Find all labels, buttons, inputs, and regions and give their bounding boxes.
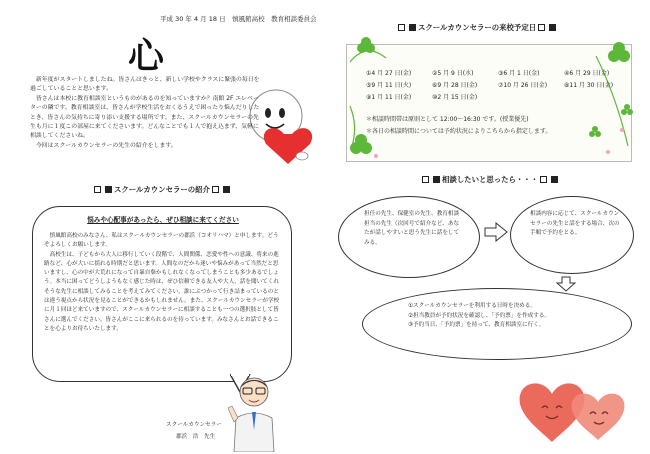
intro-paragraph: 皆さんは本校に教育相談室というものがあるのを知っていますか？南館 2F エレベーターの隣です。教育相談室は、皆さんが学校生活をおくるうえで困ったり悩んだりしたとき、皆さんの気持ちに寄り添い支援する場所です。また、スクールカウンセラーの先生も月に１度この部屋に来てくださいます。どんなことでも１人で抱え込まず、気軽に相談してくださいね。 — [30, 95, 260, 140]
schedule-date: ⑦10 月 26 日(金) — [498, 82, 548, 89]
consult-steps — [408, 302, 618, 331]
schedule-date: ⑩2 月 15 日(金) — [432, 94, 478, 101]
square-filled-icon — [549, 24, 556, 31]
schedule-date: ④6 月 29 日(金) — [564, 70, 610, 77]
arrow-right-icon — [484, 222, 508, 242]
consult-step: ③予約当日、「予約票」を持って、教育相談室に行く。 — [408, 322, 545, 329]
consult-step: ②担当教員が予約状況を確認し、「予約票」を作成する。 — [408, 312, 551, 319]
consult-counselor-text: 相談内容に応じて、スクールカウンセラーの先生と話をする場合、次の手順で予約をとる。 — [530, 211, 620, 237]
arrow-down-icon — [556, 276, 576, 292]
consult-heading: 相談したいと思ったら・・・ — [420, 174, 560, 185]
schedule-date: ②5 月 9 日(水) — [432, 70, 474, 77]
intro-paragraph: 今回はスクールカウンセラーの先生の紹介をします。 — [30, 142, 177, 149]
square-outline-icon — [94, 186, 101, 193]
kokoro-title: 心 — [128, 35, 165, 77]
schedule-date: ⑧11 月 30 日(金) — [564, 82, 614, 89]
consult-step: ①スクールカウンセラーを利用する日時を決める。 — [408, 303, 536, 309]
square-filled-icon — [223, 186, 230, 193]
schedule-date: ⑨1 月 11 日(金) — [366, 94, 412, 101]
clover-vine-decoration — [346, 36, 636, 166]
schedule-time-note: ＊相談時間帯は原則として 12:00～16:30 です。(授業優先) — [366, 116, 529, 123]
square-outline-icon — [398, 24, 405, 31]
bubble-paragraph: 慎風館高校のみなさん、私はスクールカウンセラーの郡浜（コオリハマ）と申します。どうぞよろしくお願いします。 — [44, 233, 279, 249]
intro-text — [30, 76, 262, 151]
square-outline-icon — [538, 24, 545, 31]
newsletter-header: 平成 30 年 4 月 18 日 慎風館高校 教育相談委員会 — [160, 15, 317, 23]
schedule-date: ③6 月 1 日(金) — [498, 70, 540, 77]
intro-paragraph: 新年度がスタートしましたね。皆さんはきっと、新しい学校やクラスに緊張の毎日を過ごしていることと思います。 — [30, 77, 260, 93]
consult-teacher-text: 担任の先生、保健室の先生、教育相談担当の先生（次回号で紹介など、あなたが話しやすいと思う先生に話をしてみる。 — [364, 211, 460, 246]
square-outline-icon — [540, 176, 547, 183]
schedule-date: ⑥9 月 28 日(金) — [432, 82, 478, 89]
schedule-dates — [366, 68, 628, 101]
square-outline-icon — [212, 186, 219, 193]
schedule-heading: スクールカウンセラーの来校予定日 — [396, 22, 558, 33]
bubble-paragraph: 高校生は、子どもから大人に移行していく段階で、人間関係、恋愛や性への意識、将来の進路など、心が大いに揺れる時期だと思います。人間なのだから迷いや悩みがあって当然だと思いますし、心の中が大荒れになって自暴自棄かもしれなくなってしまうことも多少あるでしょう。本当に困ってどうしようもなく感じた時は、ぜひ信頼できる友人や大人、話を聞いてくれそうな先生に相談してみることを考えてみてください。誰にぶつかって行き詰まっているのとは違う視点から状況を見ることができるかもしれません。また、スクールカウンセラーが学校に月１回ほど来ていますので、スクールカウンセラーに相談することも一つの選択肢として皆さんに選んでください。皆さんがここに来られるのを待っています。みなさんとお話できることを心よりお待ちいたします。 — [44, 251, 280, 332]
square-filled-icon — [409, 24, 416, 31]
signature-name: 郡浜 浩 先生 — [176, 434, 216, 440]
square-filled-icon — [433, 176, 440, 183]
bubble-body — [44, 232, 282, 334]
schedule-appointment-note: ＊各日の相談時間については予約状況によりこちらから指定します。 — [366, 128, 552, 135]
signature-role: スクールカウンセラー — [166, 422, 222, 428]
square-filled-icon — [105, 186, 112, 193]
counselor-illustration — [228, 372, 280, 452]
square-outline-icon — [422, 176, 429, 183]
schedule-date: ①4 月 27 日(金) — [366, 70, 412, 77]
counselor-intro-heading: スクールカウンセラーの紹介 — [92, 184, 232, 195]
smiling-hearts-illustration — [512, 368, 632, 448]
bubble-title: 悩みや心配事があったら、ぜひ相談に来てください — [87, 216, 239, 224]
schedule-date: ⑤9 月 11 日(火) — [366, 82, 412, 89]
square-filled-icon — [551, 176, 558, 183]
